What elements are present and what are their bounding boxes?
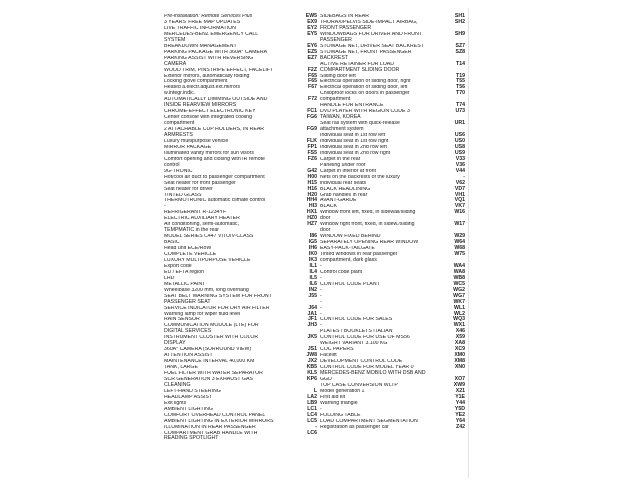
code-value: WA4	[453, 262, 465, 269]
code-description: Tinted windows in rear passenger compartment, dark glass	[320, 252, 398, 263]
code-value: H16	[307, 185, 317, 192]
code-value: J64	[308, 304, 317, 311]
code-value: F72	[308, 96, 317, 103]
code-value: X59	[455, 334, 465, 341]
code-value: W68	[454, 245, 465, 252]
code-value: KL5	[307, 370, 317, 376]
code-value: IL4	[309, 268, 317, 275]
code-value: WQ3	[453, 316, 465, 323]
code-value: JK5	[307, 334, 317, 341]
code-description: COC PAPERS	[320, 347, 354, 353]
code-value: Y1E	[455, 393, 465, 400]
code-description: Grab handles in rear	[320, 192, 368, 198]
code-value: H00	[307, 173, 317, 180]
code-value: V62	[455, 179, 465, 186]
code-value: UR1	[454, 120, 465, 127]
code-value: FS5	[307, 149, 317, 156]
code-value: KP6	[306, 375, 317, 382]
code-description: WINDOWBAGS FOR DRIVER AND FRONT PASSENGER	[320, 31, 423, 43]
code-value: X46	[455, 328, 465, 335]
page-edge-divider	[468, 8, 469, 478]
code-description: FUEL FILTER WITH WATER SEPARATOR	[164, 371, 263, 376]
code-description: Head unit ECE/RoW	[164, 246, 212, 252]
code-value: HI3	[308, 203, 317, 210]
code-description: WINDOW FIXED BEHIND	[320, 234, 381, 240]
code-row	[164, 85, 320, 97]
code-description: THORAX/PELVIS SIDE-IMPACT AIRBAG, FRONT PASSENGER	[320, 19, 418, 31]
code-description: Paneling under roof	[320, 162, 366, 168]
code-value: US0	[454, 137, 465, 144]
code-description: BLACK	[320, 204, 338, 210]
code-description: Luxury multipurpose vehicle	[164, 138, 229, 144]
code-description: Heated a.electr.adjust.ext.mirrors w.integr.indic.	[164, 85, 241, 97]
code-value: IG5	[308, 239, 317, 246]
code-row	[164, 431, 320, 443]
code-value: SH2	[454, 18, 465, 25]
code-value: G42	[307, 167, 317, 174]
code-value: JH3	[307, 322, 317, 329]
code-value: SH1	[454, 13, 465, 19]
code-description: HEADLAMP ASSIST	[164, 394, 213, 400]
code-value: T55	[456, 78, 465, 85]
code-description: -	[320, 311, 322, 317]
code-value: W29	[454, 233, 465, 240]
code-value: LC4	[307, 411, 317, 418]
code-value: JW8	[306, 352, 317, 359]
code-description: Individual seat in 2nd row left	[320, 144, 387, 150]
code-description: CONTROL CODE FOR SALES	[320, 317, 393, 323]
code-description: ATTENTION ASSIST	[164, 353, 213, 359]
code-description: TINTED GLASS	[164, 192, 202, 198]
code-value: HZ0	[307, 215, 317, 222]
code-value: EZ5	[307, 48, 317, 55]
code-description: Individual seat in 2nd row right	[320, 150, 391, 156]
code-value: KB5	[306, 364, 317, 371]
code-value: H15	[307, 179, 317, 186]
code-value: JS1	[307, 346, 317, 353]
code-value: T19	[456, 72, 465, 79]
code-value: WC5	[453, 280, 465, 287]
code-description: PARKING ASSIST WITH REVERSING CAMERA	[164, 55, 254, 67]
code-description: LOAD COMPARTMENT SEGMENTATION	[320, 418, 418, 424]
code-value: EY2	[307, 24, 317, 31]
code-row	[164, 323, 320, 335]
code-row	[164, 115, 320, 127]
code-description: Registration as passenger car	[320, 424, 389, 430]
code-value: FLK	[306, 137, 317, 144]
code-description: LUXURY MULTIPURPOSE VEHICLE	[164, 257, 251, 263]
code-description: AVANT-GARDE	[320, 198, 357, 204]
code-description: ACTIVE RETAINER FOR LOAD COMPARTMENT SLIDING DOOR	[320, 61, 400, 73]
code-value: -	[315, 423, 317, 430]
code-description: COMPLETE VEHICLE	[164, 252, 217, 257]
code-value: XM0	[454, 352, 465, 359]
code-description: SCR GENERATION 3 EXHAUST GAS CLEANING	[164, 376, 253, 388]
code-value: US8	[454, 143, 465, 150]
code-description: SEAT BELT WARNING SYSTEM FOR FRONT PASSENGER SEAT	[164, 293, 272, 305]
code-row	[320, 32, 468, 44]
code-value: LA2	[307, 393, 317, 400]
code-description: First aid kit	[320, 394, 346, 400]
code-value: XM8	[454, 358, 465, 365]
code-description: -	[320, 323, 322, 329]
code-value: IH6	[308, 245, 317, 252]
code-description: MODEL SERIES C447 VITO/V-CLASS	[164, 234, 254, 240]
code-description: Sliding door left	[320, 73, 356, 79]
code-value: IK0	[308, 251, 317, 257]
code-value: EX9	[307, 18, 317, 25]
code-description: THERMOTRONIC automatic climate control	[164, 198, 266, 204]
code-value: WK7	[453, 298, 465, 305]
code-description: SIDEBAGS IN REAR	[320, 14, 370, 19]
code-description: DVD PLAYER WITH REGION CODE 3 TAIWAN, KOREA	[320, 109, 410, 121]
code-row	[164, 97, 320, 109]
code-description: RAIN SENSOR	[164, 317, 200, 323]
code-value: T56	[456, 84, 465, 91]
code-description: LHD	[164, 275, 175, 281]
code-row	[164, 294, 320, 306]
code-description: MIRROR PACKAGE	[164, 144, 212, 150]
code-description: Individual seat in 1st row left	[320, 133, 386, 138]
code-row	[164, 377, 320, 389]
code-value: F65	[308, 78, 317, 85]
code-value: T70	[456, 90, 465, 97]
code-description: MAINTENANCE INTERVAL 40,000 KM	[164, 359, 255, 365]
code-description: -	[320, 305, 322, 311]
code-description: Window front left, fixed, in sidewall/sliding door	[320, 210, 416, 222]
code-value: EY6	[307, 42, 317, 49]
code-value: EZ7	[307, 54, 317, 61]
code-value: JA1	[307, 310, 317, 317]
code-value: WG2	[453, 286, 465, 293]
code-description: BASIC	[164, 240, 180, 246]
code-description: 3 YEARS' FREE MAP UPDATES	[164, 19, 241, 25]
code-value: -	[463, 173, 465, 180]
code-value: IK3	[308, 256, 317, 263]
code-row	[320, 425, 468, 431]
code-row	[164, 127, 320, 139]
code-value: IL6	[309, 280, 317, 287]
code-description: EASY-PACK-TAILGATE	[320, 246, 375, 252]
code-description: Exterior mirrors, automatically folding	[164, 73, 250, 79]
code-value: VK7	[454, 203, 465, 210]
code-description: SERVICE INDICATOR FOR DRY AIR FILTER	[164, 305, 270, 311]
code-description: CHROME-EFFECT ELECTRONIC KEY	[164, 109, 256, 115]
code-description: WOOD TRIM, PINSTRIPE EFFECT, FACELIFT	[164, 67, 274, 73]
code-description: SEPARATELY OPENING REAR WINDOW	[320, 240, 419, 246]
code-value: Y44	[455, 399, 465, 406]
code-description: Electrical operation of sliding door, right	[320, 79, 411, 85]
code-value: XA8	[454, 340, 465, 347]
code-description: Illuminated vanity mirrors for sun visors	[164, 150, 254, 156]
code-value: WG7	[453, 292, 465, 299]
code-value: JX2	[307, 358, 317, 365]
code-value: SH9	[454, 30, 465, 37]
code-description: Nets on the backrests of the luxury	[320, 174, 400, 180]
code-description: PLATES / BOOKLETS ITALIAN	[320, 329, 393, 335]
code-value: W16	[454, 209, 465, 216]
code-description: COMPARTMENT GRAB HANDLE WITH READING SPOTLIGHT	[164, 430, 258, 442]
code-value: JF1	[308, 316, 317, 323]
code-value: F65	[308, 72, 317, 79]
code-value: SZ8	[455, 48, 465, 55]
code-description: LEFT-HAND STEERING	[164, 388, 221, 394]
code-description: Carpet in the rear	[320, 156, 361, 162]
code-description: -	[320, 287, 322, 293]
code-description: Hot/cool air duct to passenger compartment	[164, 174, 265, 180]
code-value: U73	[455, 108, 465, 115]
code-description: 360Â° CAMERA (SURROUND VIEW)	[164, 347, 252, 353]
code-description: Facelift	[320, 353, 337, 359]
code-description: Locking glove compartment	[164, 79, 228, 85]
code-description: MERCEDES-BENZ EMERGENCY CALL SYSTEM	[164, 31, 259, 43]
code-description: Pre-installation: Remote Services Plus	[164, 14, 253, 19]
code-description: ELECTRIC AUXILIARY HEATER	[164, 216, 240, 222]
code-description: Seat heater for driver	[164, 186, 213, 192]
code-value: SZ7	[455, 42, 465, 49]
code-value: T14	[456, 60, 465, 67]
code-value: W17	[454, 221, 465, 228]
code-row	[320, 109, 468, 121]
code-description: Carpet in interior at front	[320, 168, 376, 174]
code-value: US6	[454, 132, 465, 138]
code-description: BLACK HEADLINING	[320, 186, 371, 192]
code-description: -	[320, 406, 322, 412]
code-description: STOWAGE NET, FRONT PASSENGER BACKREST	[320, 49, 412, 61]
code-description: Control code plant	[320, 269, 363, 275]
code-value: IL5	[309, 274, 317, 281]
code-row	[164, 335, 320, 347]
code-value: FG9	[306, 126, 317, 133]
code-row	[320, 62, 468, 74]
code-row	[320, 252, 468, 264]
code-value: XO7	[454, 375, 465, 382]
code-value: LB9	[307, 399, 317, 406]
code-description: TANK, LARGE	[164, 365, 198, 371]
code-row	[164, 222, 320, 234]
code-value: XC9	[454, 346, 465, 353]
code-description: STOWAGE NET, DRIVER SEAT BACKREST	[320, 43, 424, 49]
code-value: EY5	[307, 30, 317, 37]
code-row	[164, 32, 320, 44]
code-description: AMBIENT LIGHTING	[164, 406, 213, 412]
code-description: Center console with integrated cooling compartment	[164, 115, 252, 127]
code-description: LIVE TRAFFIC INFORMATION	[164, 25, 236, 31]
code-row	[320, 210, 468, 222]
code-description: AUTOMATICALLY DIMMING OUTSIDE AND INSIDE REARVIEW MIRRORS	[164, 97, 268, 109]
code-value: F67	[308, 84, 317, 91]
code-row	[164, 56, 320, 68]
code-description: REFRIGERANT R-1234YF	[164, 210, 227, 216]
code-description: CONTROL CODE FOR USE OF MS56	[320, 335, 410, 341]
code-value: US9	[454, 149, 465, 156]
code-value: HX1	[306, 209, 317, 216]
code-value: FZ6	[307, 155, 317, 162]
code-value: H20	[307, 191, 317, 198]
code-description: 9G-TRONIC	[164, 168, 193, 174]
code-description: -	[320, 299, 322, 305]
code-row	[164, 157, 320, 169]
code-value: LC6	[307, 429, 317, 436]
code-description: COMMUNICATION MODULE (LTE) FOR DIGITAL SERVICES	[164, 323, 259, 335]
code-value: WB8	[453, 274, 465, 281]
code-value: F2Z	[307, 66, 317, 73]
code-value: YE2	[455, 411, 465, 418]
code-value: L	[313, 387, 317, 394]
code-value: T74	[456, 102, 465, 109]
code-description: DEVELOPMENT CONTROL CODE	[320, 359, 403, 365]
code-description: CONTROL CODE PLANT	[320, 281, 380, 287]
code-value: XW9	[453, 381, 465, 388]
code-value: LC5	[307, 417, 317, 424]
code-description: HANDLE FOR ENTRANCE	[320, 103, 384, 109]
code-description: -	[320, 263, 322, 269]
code-value: V36	[455, 161, 465, 168]
code-description: CONTROL CODE FOR MODEL YEAR 0 MERCEDES-BENZ MOBILO WITH DSB AND	[320, 365, 426, 376]
code-row	[320, 20, 468, 32]
code-value: Y64	[455, 417, 465, 424]
code-description: Seat rail system with quick-release attachment system	[320, 121, 400, 133]
code-value: FC1	[307, 108, 317, 115]
code-value: VQ1	[454, 197, 465, 204]
code-row	[320, 365, 468, 377]
code-description: INSTRUMENT CLUSTER WITH COLOR DISPLAY	[164, 335, 259, 347]
code-row	[320, 50, 468, 62]
code-description: Childproof locks on doors in passenger compartment	[320, 91, 410, 103]
code-value: V33	[455, 155, 465, 162]
code-value: VD7	[454, 185, 465, 192]
code-value: Z42	[456, 423, 465, 430]
code-description: Model generation 1	[320, 388, 365, 394]
code-value: HH4	[306, 197, 317, 204]
code-value: Y5D	[454, 405, 465, 412]
code-description: 2 ATTACHABLE CUP HOLDERS, IN REAR ARMRESTS	[164, 127, 265, 138]
code-description: -	[320, 293, 322, 299]
code-value: FG6	[306, 114, 317, 121]
code-description: Warning lamp for wiper fluid level	[164, 311, 241, 317]
code-value: FP1	[307, 143, 317, 150]
code-description: BREAKDOWN MANAGEMENT	[164, 43, 237, 49]
code-description: Export code	[164, 263, 192, 269]
code-description: COMFORT OVERHEAD CONTROL PANEL	[164, 412, 266, 418]
code-description: Window right front, fixed, in sidew./sliding door	[320, 222, 415, 234]
code-value: WA8	[453, 268, 465, 275]
code-description: GGD	[320, 376, 332, 382]
code-row	[320, 222, 468, 234]
code-value: HZ7	[307, 221, 317, 228]
code-value: I86	[309, 233, 317, 240]
code-description: WEIGHT VARIANT 3.100 KG	[320, 341, 388, 347]
code-description: EU / EFTA region	[164, 269, 204, 275]
code-description: TOP CASE CONVERSION WLTP	[320, 382, 398, 388]
code-description: Individual seat in 1st row right	[320, 138, 389, 144]
code-value: WL2	[454, 310, 465, 317]
code-value: WX1	[453, 322, 465, 329]
code-description: Electrical operation of sliding door, left	[320, 85, 408, 91]
code-description: individual rear seats	[320, 180, 367, 186]
code-description: Exit lights	[164, 400, 187, 406]
code-description: PARKING PACKAGE WITH 360Â° CAMERA	[164, 49, 268, 55]
code-description: -	[164, 204, 166, 210]
code-value: W64	[454, 239, 465, 246]
code-value: IL1	[309, 262, 317, 269]
code-value: IN2	[308, 286, 317, 293]
code-description: ILLUMINATION IN REAR PASSENGER	[164, 424, 256, 430]
code-value: XN0	[454, 364, 465, 371]
code-description: METALLIC PAINT	[164, 281, 206, 287]
code-description: FOLDING TABLE	[320, 412, 361, 418]
code-description: Warning triangle	[320, 400, 358, 406]
code-row	[320, 121, 468, 133]
code-row	[320, 91, 468, 103]
code-value: J55	[308, 292, 317, 299]
code-value: X21	[455, 387, 465, 394]
code-description: AMBIENT LIGHTING IN EXTERIOR MIRRORS	[164, 418, 274, 424]
code-value: EW5	[305, 13, 317, 19]
code-value: V44	[455, 167, 465, 174]
code-description: -	[320, 275, 322, 281]
code-description: Comfort opening and closing with IR remote control	[164, 156, 265, 168]
code-description: Wheelbase 3200 mm, long overhang	[164, 287, 249, 293]
code-description: Air conditioning, semi-automatic, TEMPMATIC in the rear	[164, 222, 239, 234]
code-value: VH1	[454, 191, 465, 198]
code-value: W75	[454, 251, 465, 257]
code-value: LC1	[307, 405, 317, 412]
code-value: WL1	[454, 304, 465, 311]
code-description: Seat heater for front passenger	[164, 180, 236, 186]
